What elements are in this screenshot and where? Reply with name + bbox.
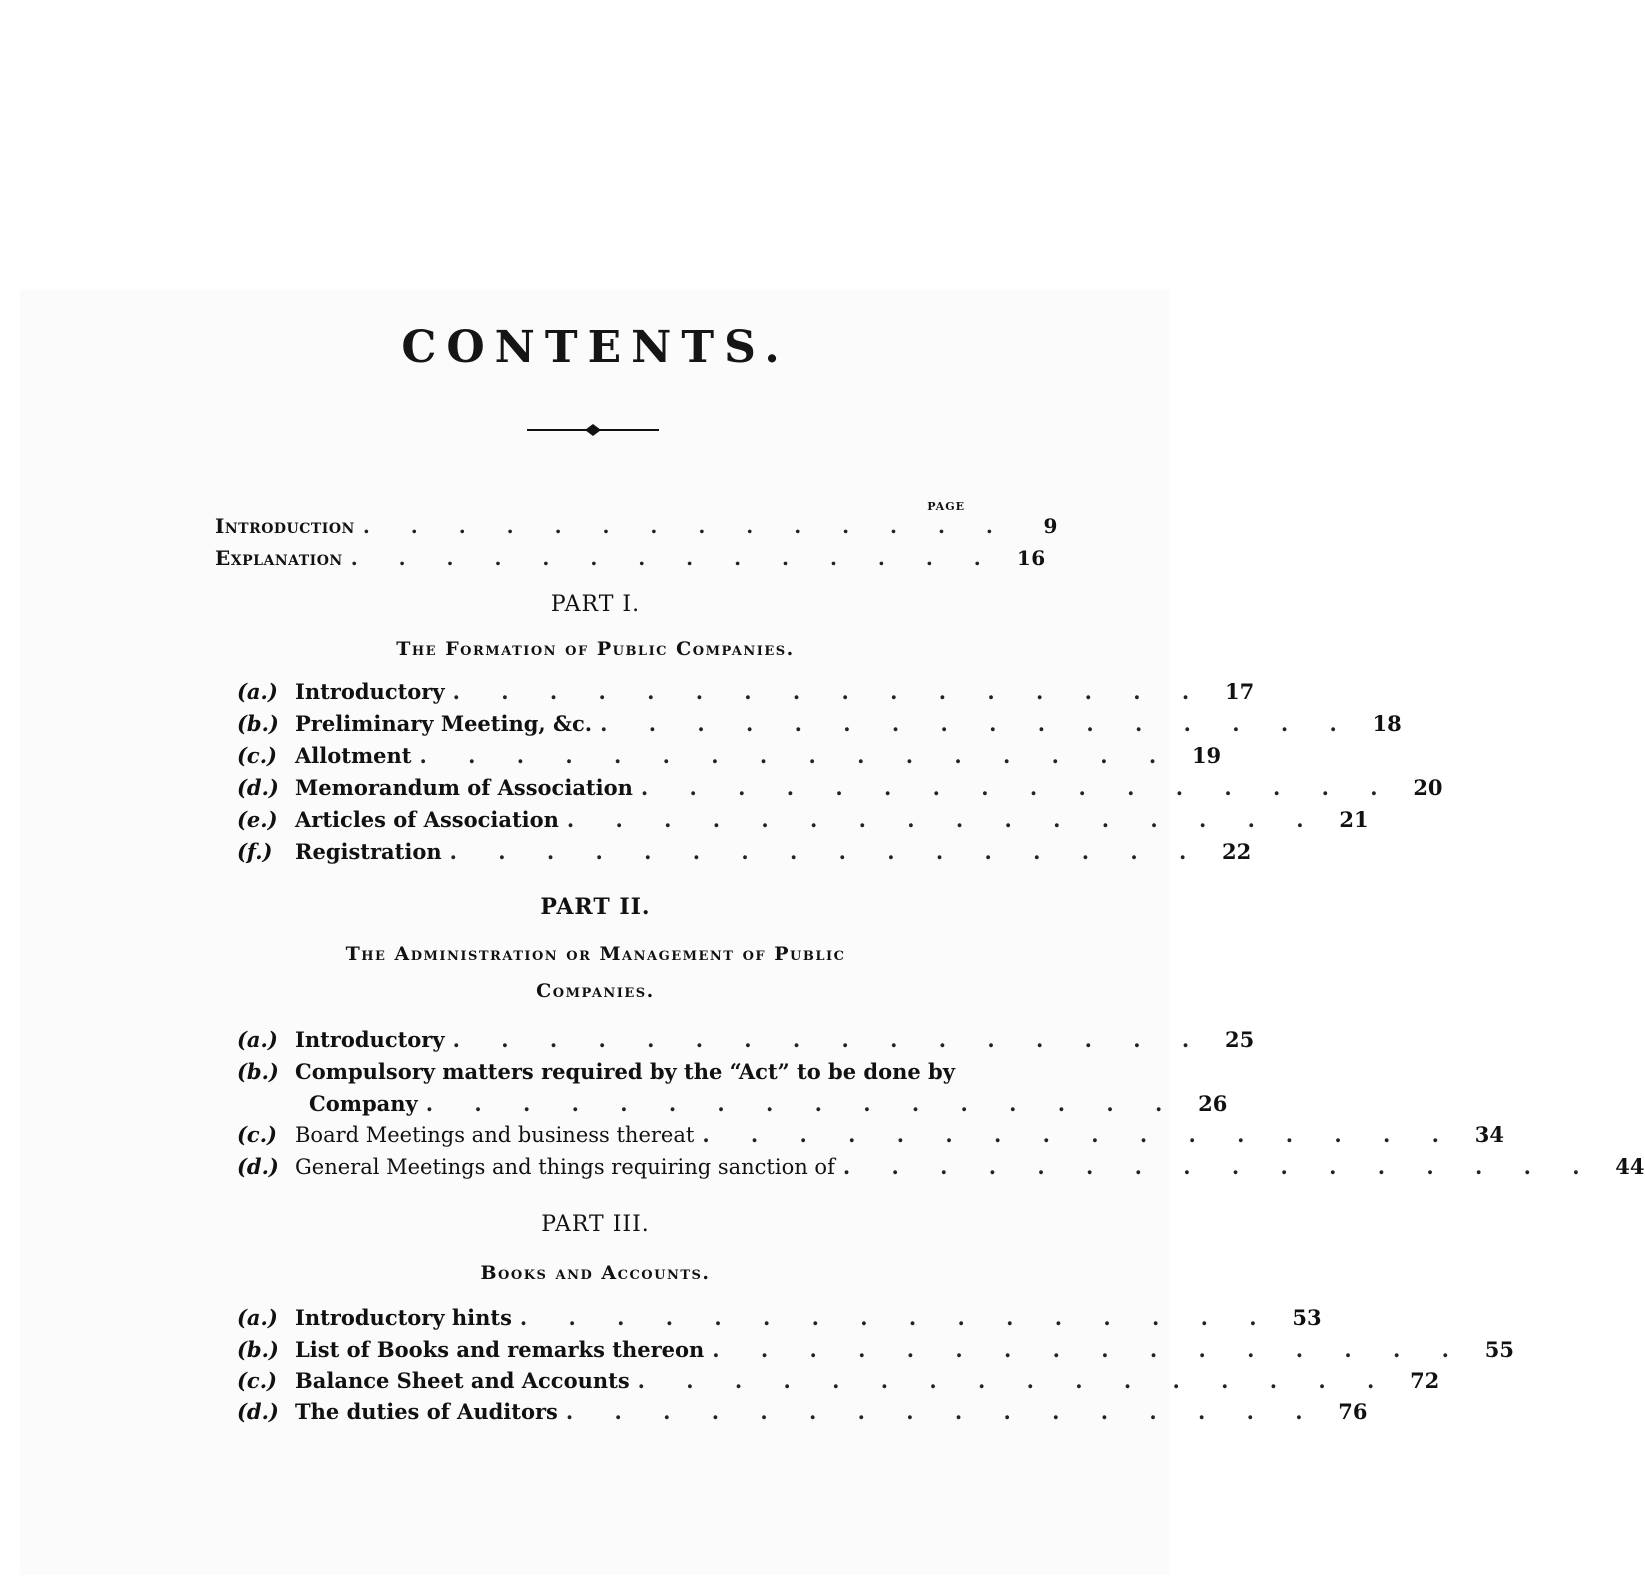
entry-page: 26 [1198, 1091, 1228, 1116]
leader-dots: . . . . . . . . . . . . . . . . [425, 1091, 1180, 1116]
leader-dots: . . . . . . . . . . . . . . . . [519, 1305, 1274, 1330]
toc-entry[interactable] [237, 1119, 1504, 1151]
entry-letter: (b.) [237, 1059, 279, 1084]
part-subtitle: Companies. [536, 980, 655, 1002]
part-heading: PART II. [540, 894, 651, 920]
part-subtitle: The Formation of Public Companies. [396, 638, 795, 660]
entry-letter: (c.) [237, 743, 277, 768]
toc-entry[interactable] [237, 1396, 1368, 1428]
page-column-heading: PAGE [927, 500, 965, 513]
entry-letter: (c.) [237, 1122, 277, 1147]
entry-label: General Meetings and things requiring sanction of [295, 1155, 835, 1179]
page-title: CONTENTS. [401, 322, 790, 373]
entry-page: 16 [1016, 546, 1046, 570]
leader-dots: . . . . . . . . . . . . . . [362, 514, 1010, 538]
entry-label: Introductory [295, 1027, 445, 1052]
entry-label: Articles of Association [295, 807, 559, 832]
ornament-divider [527, 421, 659, 439]
entry-letter: (a.) [237, 679, 278, 704]
entry-page: 19 [1191, 743, 1222, 768]
toc-entry-introduction[interactable] [215, 510, 1058, 542]
toc-entry[interactable] [237, 1365, 1440, 1397]
entry-label: Compulsory matters required by the “Act” to be done by [295, 1059, 955, 1084]
entry-label: Explanation [215, 546, 343, 570]
toc-entry[interactable] [237, 804, 1369, 836]
toc-entry[interactable] [237, 1056, 957, 1088]
entry-label: Introduction [215, 514, 355, 538]
toc-entry-continuation[interactable] [237, 1088, 1228, 1120]
leader-dots: . . . . . . . . . . . . . . . . [637, 1368, 1392, 1393]
entry-page: 22 [1222, 839, 1252, 864]
entry-letter: (a.) [237, 1027, 278, 1052]
entry-page: 9 [1043, 514, 1058, 538]
toc-entry[interactable] [237, 708, 1402, 740]
entry-page: 72 [1410, 1368, 1440, 1393]
leader-dots: . . . . . . . . . . . . . . . . [600, 711, 1354, 736]
leader-dots: . . . . . . . . . . . . . . . . [842, 1154, 1597, 1179]
entry-page: 53 [1292, 1305, 1322, 1330]
leader-dots: . . . . . . . . . . . . . . . . [712, 1337, 1466, 1362]
entry-page: 55 [1484, 1337, 1514, 1362]
toc-entry[interactable] [237, 772, 1443, 804]
entry-page: 21 [1339, 807, 1369, 832]
toc-entry[interactable] [237, 836, 1252, 868]
entry-label: Preliminary Meeting, &c. [295, 711, 593, 736]
part-heading: PART I. [550, 592, 641, 617]
leader-dots: . . . . . . . . . . . . . . . . [565, 1399, 1320, 1424]
entry-letter: (c.) [237, 1368, 277, 1393]
entry-page: 17 [1225, 679, 1255, 704]
entry-page: 18 [1372, 711, 1402, 736]
entry-letter: (a.) [237, 1305, 278, 1330]
toc-entry[interactable] [237, 740, 1222, 772]
entry-letter: (b.) [237, 711, 279, 736]
entry-label: Balance Sheet and Accounts [295, 1368, 630, 1393]
entry-letter: (d.) [237, 1399, 279, 1424]
entry-label: Registration [295, 839, 442, 864]
entry-label: Company [309, 1091, 418, 1116]
entry-letter: (f.) [237, 839, 273, 864]
entry-letter: (d.) [237, 775, 279, 800]
entry-letter: (d.) [237, 1154, 279, 1179]
entry-label: Allotment [295, 743, 412, 768]
leader-dots: . . . . . . . . . . . . . . [350, 546, 998, 570]
entry-label: Introductory hints [295, 1305, 512, 1330]
entry-page: 34 [1474, 1122, 1504, 1147]
entry-label: Memorandum of Association [295, 775, 633, 800]
entry-page: 20 [1413, 775, 1443, 800]
toc-entry[interactable] [237, 1024, 1255, 1056]
entry-label: Board Meetings and business thereat [295, 1123, 695, 1147]
leader-dots: . . . . . . . . . . . . . . . . [702, 1122, 1456, 1147]
entry-label: Introductory [295, 679, 445, 704]
entry-letter: (e.) [237, 807, 278, 832]
entry-page: 76 [1338, 1399, 1368, 1424]
toc-entry-explanation[interactable] [215, 542, 1046, 574]
toc-entry[interactable] [237, 1302, 1322, 1334]
part-subtitle: The Administration or Management of Public [345, 943, 846, 965]
part-heading: PART III. [541, 1212, 650, 1237]
toc-entry[interactable] [237, 1151, 1645, 1183]
entry-label: List of Books and remarks thereon [295, 1337, 705, 1362]
leader-dots: . . . . . . . . . . . . . . . . [640, 775, 1395, 800]
leader-dots: . . . . . . . . . . . . . . . . [419, 743, 1174, 768]
leader-dots: . . . . . . . . . . . . . . . . [452, 1027, 1207, 1052]
part-subtitle: Books and Accounts. [480, 1262, 711, 1284]
leader-dots: . . . . . . . . . . . . . . . . [449, 839, 1204, 864]
entry-letter: (b.) [237, 1337, 279, 1362]
entry-page: 25 [1225, 1027, 1255, 1052]
toc-entry[interactable] [237, 676, 1255, 708]
leader-dots: . . . . . . . . . . . . . . . . [452, 679, 1207, 704]
entry-label: The duties of Auditors [295, 1399, 558, 1424]
toc-entry[interactable] [237, 1334, 1514, 1366]
leader-dots: . . . . . . . . . . . . . . . . [566, 807, 1321, 832]
entry-page: 44 [1615, 1154, 1645, 1179]
